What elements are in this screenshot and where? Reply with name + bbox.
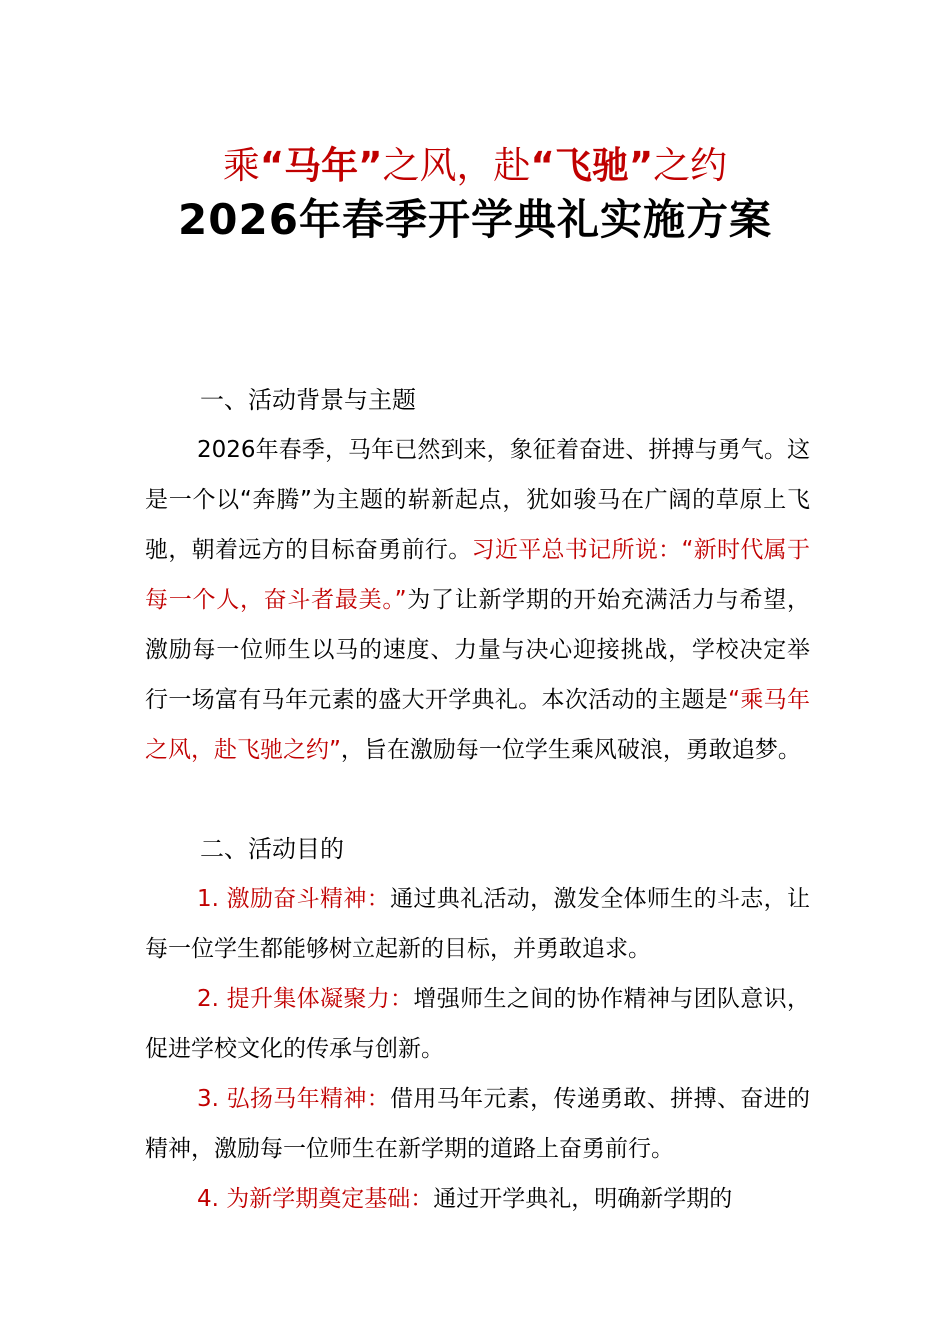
goal-item-1-label: 1. 激励奋斗精神：: [197, 886, 391, 912]
section-1-heading: 一、活动背景与主题: [200, 386, 416, 414]
goal-item-3-text: 借用马年元素，传递勇敢、拼搏、奋进的精神，激励每一位师生在新学期的道路上奋勇前行。: [145, 1086, 811, 1162]
goal-item-2-label: 2. 提升集体凝聚力：: [197, 986, 414, 1012]
goal-item-2-text: 增强师生之间的协作精神与团队意识，促进学校文化的传承与创新。: [145, 986, 810, 1062]
section-1-text-a: 2026年春季，马年已然到来，象征着奋进、拼搏与勇气。这是一个以“奔腾”为主题的崭新起点，犹如骏马在广阔的草原上飞驰，朝着远方的目标奋勇前行。: [145, 437, 810, 563]
goal-item-3-label: 3. 弘扬马年精神：: [197, 1086, 391, 1112]
subtitle-part-2: 之风，赴: [382, 144, 531, 187]
goal-item-1: [145, 874, 810, 974]
document-title: 2026年春季开学典礼实施方案: [178, 195, 772, 244]
goal-item-3: [145, 1074, 810, 1174]
goal-item-4-text: 通过开学典礼，明确新学期的: [433, 1186, 733, 1212]
section-1-text-b: 为了让新学期的开始充满活力与希望，激励每一位师生以马的速度、力量与决心迎接挑战，学校决定举行一场富有马年元素的盛大开学典礼。本次活动的主题是: [145, 587, 810, 713]
subtitle-quote-galloping: “飞驰”: [530, 144, 654, 187]
goal-item-4-label: 4. 为新学期奠定基础：: [197, 1186, 434, 1212]
goal-item-1-text: 通过典礼活动，激发全体师生的斗志，让每一位学生都能够树立起新的目标，并勇敢追求。: [145, 886, 811, 962]
section-1-paragraph: [145, 425, 810, 775]
section-1-theme: “乘马年之风，赴飞驰之约”: [145, 687, 810, 763]
goal-item-4: [145, 1174, 810, 1224]
subtitle-quote-horse-year: “马年”: [259, 144, 383, 187]
subtitle-part-1: 乘: [222, 144, 260, 187]
subtitle-part-3: 之约: [653, 144, 728, 187]
goal-item-2: [145, 974, 810, 1074]
section-1-quote: 习近平总书记所说：“新时代属于每一个人，奋斗者最美。”: [145, 537, 811, 613]
section-2-heading: 二、活动目的: [200, 835, 344, 863]
section-1-text-c: ，旨在激励每一位学生乘风破浪，勇敢追梦。: [340, 737, 801, 763]
